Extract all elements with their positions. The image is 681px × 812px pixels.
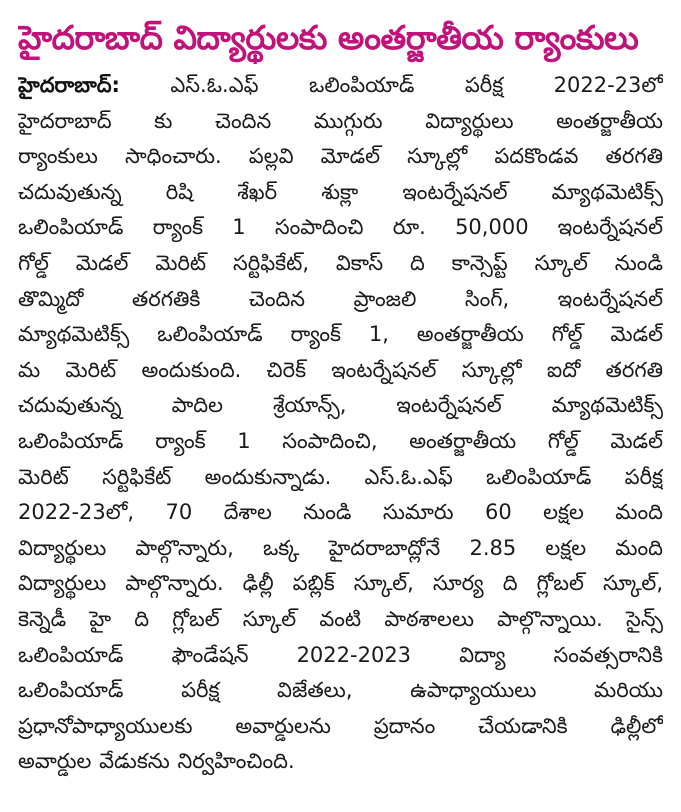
body-line: హైదరాబాద్ కు చెందిన ముగ్గురు విద్యార్థులు అంతర్జాతీయ xyxy=(18,108,663,133)
body-line: తొమ్మిదో తరగతికి చెందిన ప్రాంజలి సింగ్, ఇంటర్నేషనల్ xyxy=(18,286,663,311)
body-line: ఒలింపియాడ్ ర్యాంక్ 1 సంపాదించి రూ. 50,000 ఇంటర్నేషనల్ xyxy=(18,215,663,240)
body-line: గోల్డ్ మెడల్ మెరిట్ సర్టిఫికేట్, వికాస్ ది కాన్సెప్ట్ స్కూల్ నుండి xyxy=(18,250,663,275)
body-line xyxy=(18,68,663,104)
body-line-text: ఎస్.ఓ.ఎఫ్ ఒలింపియాడ్ పరీక్ష 2022-23లో xyxy=(170,73,663,97)
body-line: అవార్డుల వేడుకను నిర్వహించింది. xyxy=(18,749,295,774)
dateline: హైదరాబాద్: xyxy=(18,73,120,97)
headline: హైదరాబాద్ విద్యార్థులకు అంతర్జాతీయ ర్యాంకులు xyxy=(18,18,639,57)
body-line: ఒలింపియాడ్ ర్యాంక్ 1 సంపాదించి, అంతర్జాతీయ గోల్డ్ మెడల్ xyxy=(18,428,663,453)
body-line: చదువుతున్న రిషి శేఖర్ శుక్లా ఇంటర్నేషనల్ మ్యాథమెటిక్స్ xyxy=(18,179,663,204)
body-line: మ్యాథమెటిక్స్ ఒలింపియాడ్ ర్యాంక్ 1, అంతర్జాతీయ గోల్డ్ మెడల్ xyxy=(18,322,663,347)
body-line: ర్యాంకులు సాధించారు. పల్లవి మోడల్ స్కూల్లో పదకొండవ తరగతి xyxy=(18,144,663,169)
body-line: విద్యార్థులు పాల్గొన్నారు, ఒక్క హైదరాబాద్లోనే 2.85 లక్షల మంది xyxy=(18,535,663,560)
body-line: మ మెరిట్ అందుకుంది. చిరెక్ ఇంటర్నేషనల్ స్కూల్లో ఐదో తరగతి xyxy=(18,357,663,382)
body-line: 2022-23లో, 70 దేశాల నుండి సుమారు 60 లక్షల మంది xyxy=(18,500,663,525)
body-line: ఒలింపియాడ్ ఫౌండేషన్ 2022-2023 విద్యా సంవత్సరానికి xyxy=(18,642,663,667)
body-line: ఒలింపియాడ్ పరీక్ష విజేతలు, ఉపాధ్యాయులు మరియు xyxy=(18,678,663,703)
body-line: చదువుతున్న పాదిల శ్రేయాన్స్, ఇంటర్నేషనల్ మ్యాథమెటిక్స్ xyxy=(18,393,663,418)
body-line: విద్యార్థులు పాల్గొన్నారు. ఢిల్లీ పబ్లిక్ స్కూల్, సూర్య ది గ్లోబల్ స్కూల్, xyxy=(18,571,663,596)
body-line: ప్రధానోపాధ్యాయులకు అవార్డులను ప్రదానం చేయడానికి ఢిల్లీలో xyxy=(18,713,663,738)
article-body xyxy=(18,68,663,780)
body-line: మెరిట్ సర్టిఫికేట్ అందుకున్నాడు. ఎస్.ఓ.ఎఫ్ ఒలింపియాడ్ పరీక్ష xyxy=(18,464,663,489)
body-line: కెన్నెడీ హై ది గ్లోబల్ స్కూల్ వంటి పాఠశాలలు పాల్గొన్నాయి. సైన్స్ xyxy=(18,606,663,631)
